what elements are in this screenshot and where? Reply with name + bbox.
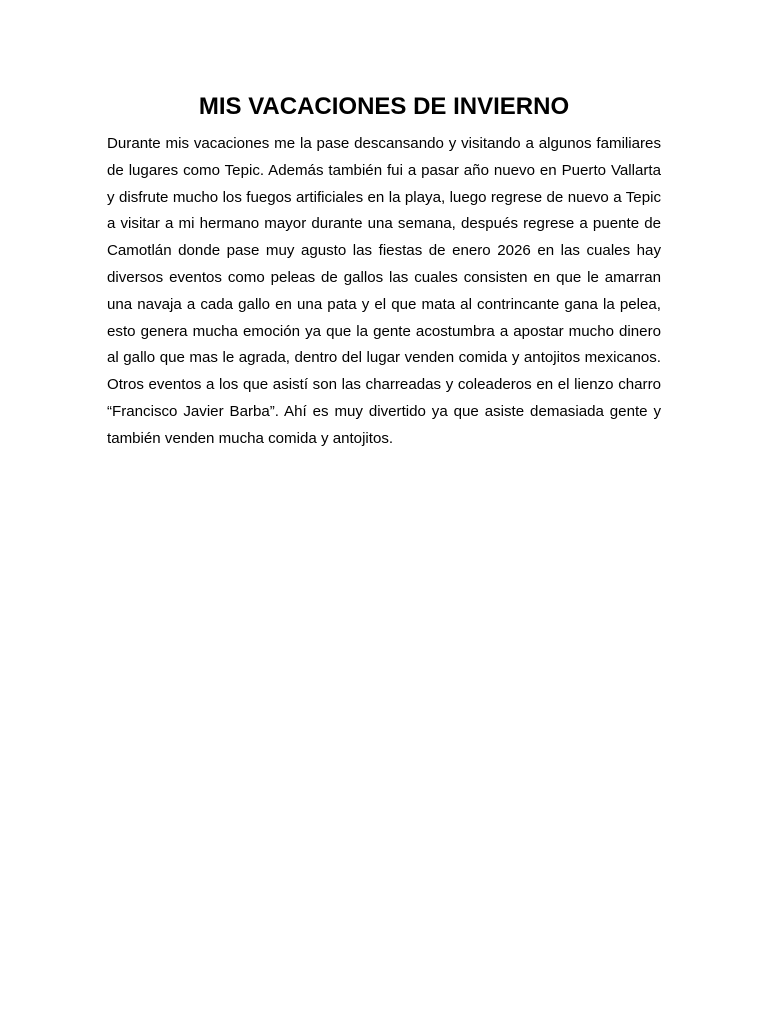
document-title: MIS VACACIONES DE INVIERNO (198, 93, 570, 120)
body-paragraph: Durante mis vacaciones me la pase descansando y visitando a algunos familiares de lugares como Tepic. Además también fui a pasar año nuevo en Puerto Vallarta y disfrute mucho los fuegos artificiales en la playa, luego regrese de nuevo a Tepic a visitar a mi hermano mayor durante una semana, después regrese a puente de Camotlán donde pase muy agusto las fiestas de enero 2026 en las cuales hay diversos eventos como peleas de gallos las cuales consisten en que le amarran una navaja a cada gallo en una pata y el que mata al contrincante gana la pelea, esto genera mucha emoción ya que la gente acostumbra a apostar mucho dinero al gallo que mas le agrada, dentro del lugar venden comida y antojitos mexicanos. Otros eventos a los que asistí son las charreadas y coleaderos en el lienzo charro “Francisco Javier Barba”. Ahí es muy divertido ya que asiste demasiada gente y también venden mucha comida y antojitos. (107, 135, 661, 447)
